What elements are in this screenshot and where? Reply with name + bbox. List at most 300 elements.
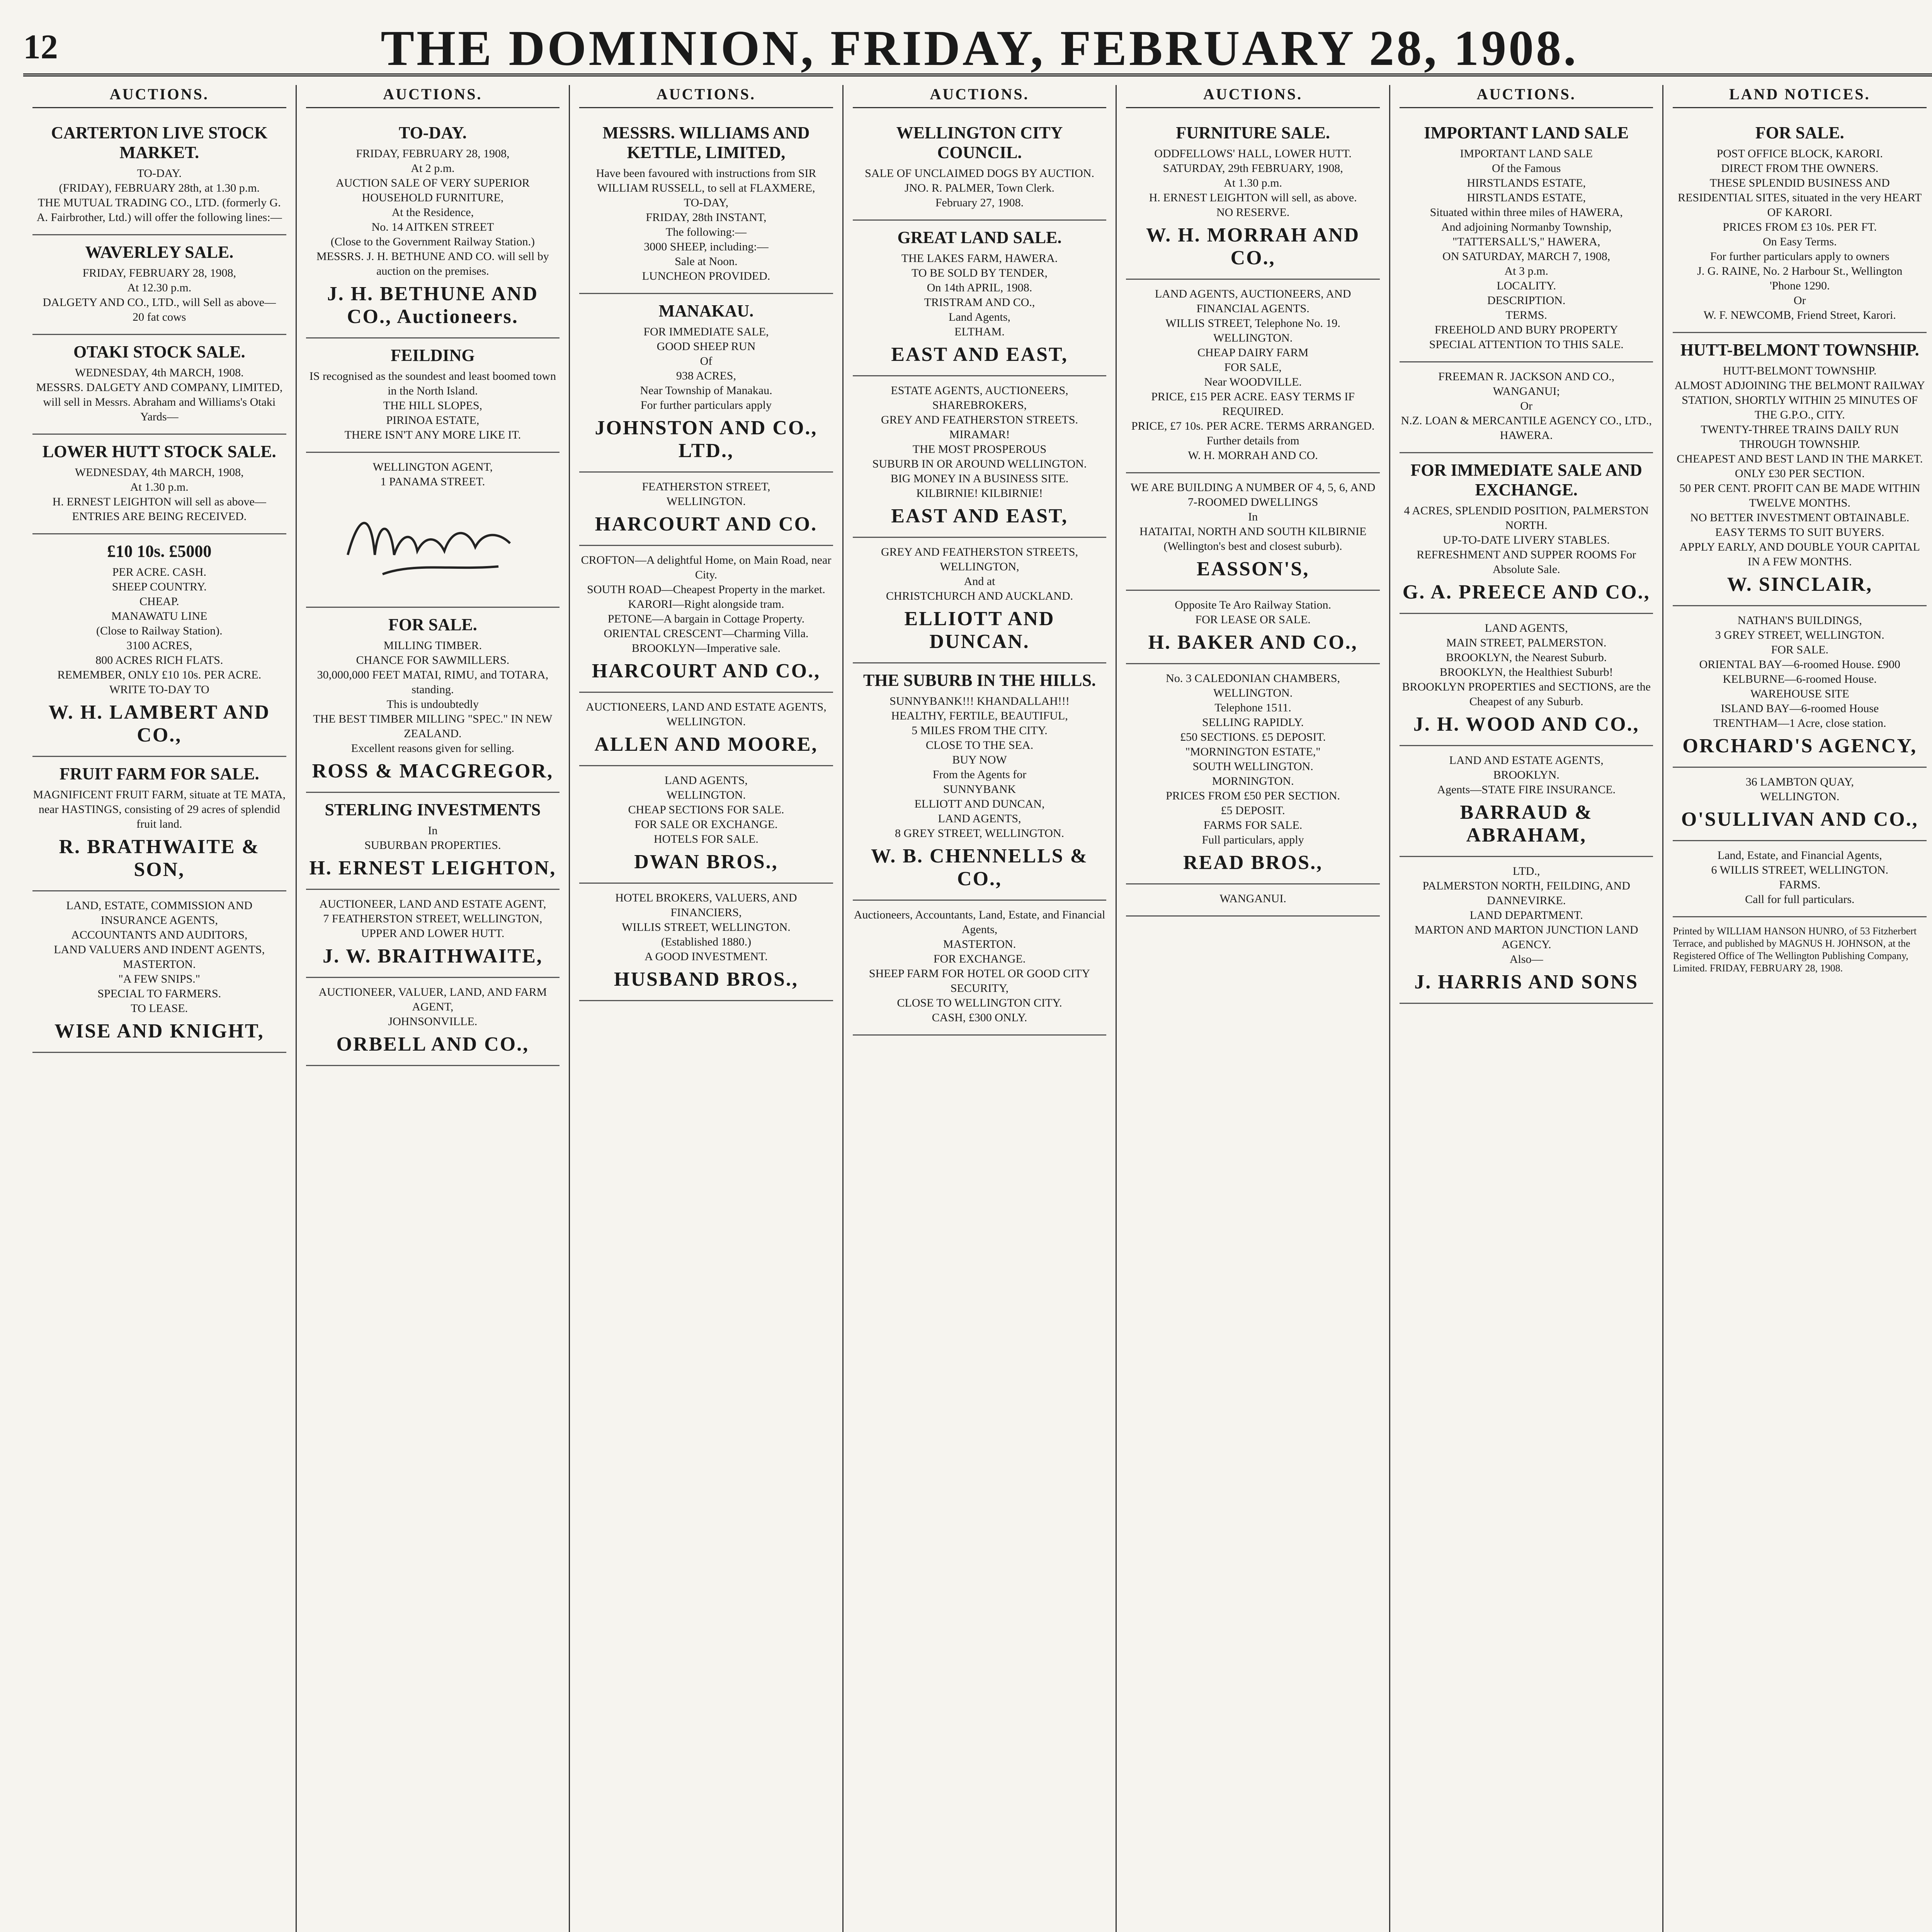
ad-firm-name: JOHNSTON AND CO., LTD., [595, 417, 818, 462]
ad-line: CLOSE TO THE SEA. [925, 739, 1034, 752]
ad-line: LAND AND ESTATE AGENTS, [1449, 754, 1604, 767]
ad-line: Of [700, 355, 713, 367]
column-header: LAND NOTICES. [1673, 85, 1927, 108]
ad-firm-name: READ BROS., [1183, 852, 1323, 874]
ad-line: WANGANUI; [1493, 385, 1560, 398]
ad-line: Or [1793, 294, 1806, 307]
advertisement [579, 116, 833, 294]
ad-line: HIRSTLANDS ESTATE, [1467, 177, 1586, 189]
ad-line: "TATTERSALL'S," HAWERA, [1452, 235, 1600, 248]
ad-line: PETONE—A bargain in Cottage Property. [607, 612, 805, 625]
ad-line: APPLY EARLY, AND DOUBLE YOUR CAPITAL IN A FEW MONTHS. [1679, 541, 1920, 568]
ad-line: THESE SPLENDID BUSINESS AND RESIDENTIAL SITES, situated in the very HEART OF KARORI. [1678, 177, 1922, 219]
ad-line: JNO. R. PALMER, Town Clerk. [905, 182, 1054, 194]
ad-line: Sale at Noon. [675, 255, 738, 268]
ad-line: TO-DAY, [684, 196, 729, 209]
ad-line: PRICES FROM £3 10s. PER FT. [1723, 221, 1877, 233]
advertisement [1126, 473, 1380, 591]
ad-line: THE BEST TIMBER MILLING "SPEC." IN NEW ZEALAND. [313, 713, 553, 740]
ad-line: 800 ACRES RICH FLATS. [95, 654, 223, 667]
ad-headline: FOR SALE. [388, 615, 477, 634]
ad-headline: IMPORTANT LAND SALE [1424, 123, 1629, 142]
advertisement [1126, 280, 1380, 473]
ad-line: PRICE, £15 PER ACRE. EASY TERMS IF REQUIRED. [1151, 390, 1355, 418]
ad-headline: £10 10s. £5000 [107, 542, 212, 561]
ad-line: Of the Famous [1492, 162, 1561, 175]
ad-line: MIRAMAR! [949, 428, 1010, 441]
column-5 [1117, 85, 1390, 1932]
ad-headline: WAVERLEY SALE. [85, 243, 234, 262]
ad-line: Auctioneers, Accountants, Land, Estate, and Financial Agents, [854, 908, 1105, 936]
advertisement [32, 235, 286, 335]
ad-line: February 27, 1908. [935, 196, 1024, 209]
ad-line: £50 SECTIONS. £5 DEPOSIT. [1180, 731, 1326, 743]
ad-line: At the Residence, [391, 206, 474, 219]
ad-firm-name: ROSS & MACGREGOR, [312, 760, 554, 782]
column-7 [1663, 85, 1932, 1932]
ad-firm-name: EAST AND EAST, [891, 344, 1068, 366]
ad-line: 5 MILES FROM THE CITY. [912, 724, 1048, 737]
ad-line: At 12.30 p.m. [127, 281, 192, 294]
ad-line: BROOKLYN PROPERTIES and SECTIONS, are the Cheapest of any Suburb. [1402, 680, 1651, 708]
ad-line: UP-TO-DATE LIVERY STABLES. [1443, 534, 1610, 546]
ad-headline: MESSRS. WILLIAMS AND KETTLE, LIMITED, [602, 123, 810, 162]
newspaper-title: THE DOMINION, FRIDAY, FEBRUARY 28, 1908. [381, 20, 1578, 76]
ad-line: WEDNESDAY, 4th MARCH, 1908. [75, 366, 244, 379]
ad-line: KILBIRNIE! KILBIRNIE! [916, 487, 1043, 500]
ad-firm-name: J. HARRIS AND SONS [1414, 971, 1639, 993]
ad-line: FREEHOLD AND BURY PROPERTY [1434, 323, 1618, 336]
ad-line: WAREHOUSE SITE [1750, 687, 1849, 700]
ad-line: ELTHAM. [954, 325, 1005, 338]
ad-line: TWENTY-THREE TRAINS DAILY RUN THROUGH TOWNSHIP. [1701, 423, 1899, 451]
ad-line: And adjoining Normanby Township, [1441, 221, 1612, 233]
ad-firm-name: H. BAKER AND CO., [1148, 631, 1358, 653]
ad-line: At 1.30 p.m. [1224, 177, 1282, 189]
ad-line: HIRSTLANDS ESTATE, [1467, 191, 1586, 204]
ad-line: 7 FEATHERSTON STREET, WELLINGTON, [323, 912, 543, 925]
ad-line: WILLIS STREET, Telephone No. 19. [1165, 317, 1340, 330]
ad-line: LAND AGENTS, [938, 812, 1021, 825]
ad-line: MASTERTON. [943, 938, 1016, 951]
page-number: 12 [23, 28, 58, 66]
ad-line: ORIENTAL CRESCENT—Charming Villa. [604, 627, 809, 640]
ad-line: FRIDAY, FEBRUARY 28, 1908, [82, 267, 236, 279]
ad-firm-name: W. SINCLAIR, [1727, 573, 1873, 595]
ad-line: AUCTIONEERS, LAND AND ESTATE AGENTS, [586, 701, 827, 713]
ad-firm-name: R. BRATHWAITE & SON, [59, 836, 260, 881]
advertisement [1126, 664, 1380, 884]
ad-line: BROOKLYN, the Healthiest Suburb! [1439, 666, 1613, 679]
ad-line: LAND, ESTATE, COMMISSION AND INSURANCE AGENTS, [66, 899, 253, 927]
ad-line: FARMS. [1779, 878, 1821, 891]
ad-line: (Wellington's best and closest suburb). [1163, 540, 1342, 553]
ad-line: CROFTON—A delightful Home, on Main Road, near City. [581, 554, 832, 581]
advertisement [1673, 116, 1927, 333]
ad-line: WELLINGTON, [940, 560, 1019, 573]
ad-line: WELLINGTON. [666, 715, 746, 728]
ad-line: GOOD SHEEP RUN [656, 340, 756, 353]
ad-line: 8 GREY STREET, WELLINGTON. [895, 827, 1065, 840]
column-header: AUCTIONS. [1126, 85, 1380, 108]
ad-line: TRISTRAM AND CO., [924, 296, 1035, 309]
ad-line: SUNNYBANK [943, 783, 1016, 796]
advertisement [853, 663, 1107, 901]
ad-line: BROOKLYN, the Nearest Suburb. [1446, 651, 1607, 664]
ad-firm-name: HARCOURT AND CO. [595, 513, 818, 535]
ad-line: N.Z. LOAN & MERCANTILE AGENCY CO., LTD., [1401, 414, 1652, 427]
columns [23, 85, 1932, 1932]
ad-line: SOUTH ROAD—Cheapest Property in the market. [587, 583, 825, 596]
ad-line: WILLIS STREET, WELLINGTON. [622, 921, 791, 934]
printer-imprint: Printed by WILLIAM HANSON HUNRO, of 53 Fitzherbert Terrace, and published by MAGNUS H. JOHNSON, at the Registered Office of The Wellington Publishing Company, Limited. FRIDAY, FEBRUARY 28, 1908. [1673, 925, 1917, 974]
ad-line: LTD., [1512, 865, 1540, 878]
ad-line: AUCTIONEER, LAND AND ESTATE AGENT, [319, 898, 546, 910]
advertisement [306, 978, 560, 1066]
ad-line: ISLAND BAY—6-roomed House [1721, 702, 1879, 715]
ad-line: FOR EXCHANGE. [933, 952, 1026, 965]
ad-line: WE ARE BUILDING A NUMBER OF 4, 5, 6, AND 7-ROOMED DWELLINGS [1130, 481, 1376, 509]
advertisement [1126, 116, 1380, 280]
ad-firm-name: J. W. BRAITHWAITE, [322, 945, 543, 967]
ad-line: TRENTHAM—1 Acre, close station. [1713, 717, 1886, 730]
ad-firm-name: EAST AND EAST, [891, 505, 1068, 527]
ad-line: LAND AGENTS, [664, 774, 748, 787]
advertisement [1673, 841, 1927, 917]
advertisement [306, 793, 560, 890]
ad-line: JOHNSONVILLE. [388, 1015, 478, 1028]
ad-line: CHANCE FOR SAWMILLERS. [356, 654, 510, 667]
ad-line: Land, Estate, and Financial Agents, [1717, 849, 1882, 862]
ad-line: FOR IMMEDIATE SALE, [643, 325, 769, 338]
ad-line: LAND DEPARTMENT. [1469, 909, 1583, 922]
ad-line: H. ERNEST LEIGHTON will sell, as above. [1149, 191, 1357, 204]
ad-line: For further particulars apply to owners [1710, 250, 1889, 263]
ad-line: THE MOST PROSPEROUS [912, 443, 1047, 456]
ad-line: ALMOST ADJOINING THE BELMONT RAILWAY STATION, SHORTLY WITHIN 25 MINUTES OF THE G.P.O., CITY. [1674, 379, 1925, 421]
ad-line: TO BE SOLD BY TENDER, [912, 267, 1048, 279]
ad-line: AUCTIONEER, VALUER, LAND, AND FARM AGENT, [318, 986, 547, 1013]
ad-line: (FRIDAY), FEBRUARY 28th, at 1.30 p.m. [59, 182, 260, 194]
ad-line: PRICES FROM £50 PER SECTION. [1166, 789, 1340, 802]
ad-line: W. F. NEWCOMB, Friend Street, Karori. [1703, 309, 1896, 321]
advertisement [32, 891, 286, 1053]
ad-firm-name: ELLIOTT AND DUNCAN. [904, 608, 1055, 653]
advertisement [1673, 768, 1927, 841]
ad-line: REFRESHMENT AND SUPPER ROOMS For Absolute Sale. [1417, 548, 1636, 576]
advertisement [579, 473, 833, 546]
ad-line: LAND AGENTS, AUCTIONEERS, AND FINANCIAL AGENTS. [1155, 287, 1351, 315]
ad-firm-name: HUSBAND BROS., [614, 968, 798, 990]
ad-line: CHRISTCHURCH AND AUCKLAND. [886, 590, 1073, 602]
ad-line: IS recognised as the soundest and least boomed town in the North Island. [309, 370, 556, 397]
advertisement [32, 116, 286, 235]
ad-line: 6 WILLIS STREET, WELLINGTON. [1711, 864, 1889, 876]
ad-line: FOR LEASE OR SALE. [1195, 613, 1311, 626]
ad-headline: TO-DAY. [399, 123, 467, 142]
ad-line: CHEAP SECTIONS FOR SALE. [628, 803, 784, 816]
ad-line: WELLINGTON AGENT, [372, 461, 493, 473]
column-2 [297, 85, 570, 1932]
ad-headline: OTAKI STOCK SALE. [73, 342, 245, 361]
advertisement [1400, 857, 1653, 1004]
ad-firm-name: W. B. CHENNELLS & CO., [871, 845, 1088, 890]
ad-line: CHEAP. [139, 595, 179, 608]
ad-headline: FOR IMMEDIATE SALE AND EXCHANGE. [1410, 461, 1642, 499]
ad-line: This is undoubtedly [386, 698, 479, 711]
ad-line: NO BETTER INVESTMENT OBTAINABLE. [1690, 511, 1910, 524]
ad-line: 3000 SHEEP, including:— [644, 240, 769, 253]
ad-line: And at [964, 575, 995, 588]
advertisement [579, 693, 833, 766]
ad-headline: MANAKAU. [658, 301, 754, 320]
ad-line: H. ERNEST LEIGHTON will sell as above— [52, 495, 266, 508]
ad-line: CHEAP DAIRY FARM [1197, 346, 1309, 359]
ad-line: FOR SALE, [1224, 361, 1282, 374]
ad-headline: FURNITURE SALE. [1176, 123, 1330, 142]
ad-line: (Close to the Government Railway Station.) [330, 235, 535, 248]
advertisement [1400, 453, 1653, 614]
ad-line: LAND AGENTS, [1485, 622, 1568, 634]
ad-line: TO LEASE. [131, 1002, 188, 1015]
ad-line: SPECIAL ATTENTION TO THIS SALE. [1429, 338, 1624, 351]
column-header: AUCTIONS. [579, 85, 833, 108]
ad-line: THE MUTUAL TRADING CO., LTD. (formerly G. A. Fairbrother, Ltd.) will offer the following lines:— [36, 196, 282, 224]
ad-line: SALE OF UNCLAIMED DOGS BY AUCTION. [865, 167, 1094, 180]
handwritten-signature-logo [336, 497, 529, 590]
ad-firm-name: ALLEN AND MOORE, [594, 733, 818, 755]
ad-line: 50 PER CENT. PROFIT CAN BE MADE WITHIN TWELVE MONTHS. [1679, 482, 1920, 509]
ad-line: Also— [1509, 953, 1543, 966]
ad-headline: STERLING INVESTMENTS [325, 800, 541, 819]
ad-line: FRIDAY, 28th INSTANT, [646, 211, 767, 224]
ad-line: SUNNYBANK!!! KHANDALLAH!!! [889, 695, 1070, 707]
ad-line: CHEAPEST AND BEST LAND IN THE MARKET. [1677, 452, 1923, 465]
ad-line: MESSRS. J. H. BETHUNE AND CO. will sell by auction on the premises. [316, 250, 549, 277]
ad-firm-name: WISE AND KNIGHT, [54, 1020, 264, 1042]
ad-headline: LOWER HUTT STOCK SALE. [42, 442, 276, 461]
ad-line: MASTERTON. [123, 958, 196, 971]
ad-line: At 1.30 p.m. [130, 481, 189, 493]
ad-firm-name: DWAN BROS., [634, 851, 778, 873]
ad-firm-name: W. H. MORRAH AND CO., [1146, 224, 1360, 269]
advertisement [579, 294, 833, 473]
advertisement [306, 608, 560, 793]
ad-line: (Established 1880.) [661, 935, 752, 948]
advertisement [306, 338, 560, 453]
advertisement [1673, 606, 1927, 768]
ad-line: 20 fat cows [133, 311, 186, 323]
ad-line: At 2 p.m. [411, 162, 455, 175]
ad-line: HUTT-BELMONT TOWNSHIP. [1723, 364, 1877, 377]
ad-line: CASH, £300 ONLY. [932, 1011, 1027, 1024]
ad-line: (Close to Railway Station). [96, 624, 223, 637]
ad-line: THERE ISN'T ANY MORE LIKE IT. [344, 429, 521, 441]
advertisement [853, 221, 1107, 376]
ad-line: The following:— [665, 226, 747, 238]
advertisement [1400, 116, 1653, 362]
ad-line: HOTELS FOR SALE. [654, 833, 759, 845]
ad-line: AUCTION SALE OF VERY SUPERIOR HOUSEHOLD FURNITURE, [336, 177, 530, 204]
ad-line: In [428, 824, 438, 837]
ad-line: MAGNIFICENT FRUIT FARM, situate at TE MATA, near HASTINGS, consisting of 29 acres of splendid fruit land. [33, 788, 286, 830]
ad-line: Or [1520, 400, 1532, 412]
ad-line: NO RESERVE. [1216, 206, 1290, 219]
ad-line: BROOKLYN—Imperative sale. [631, 642, 781, 655]
ad-line: WELLINGTON. [666, 789, 746, 801]
ad-line: SOUTH WELLINGTON. [1192, 760, 1313, 773]
ad-line: HAWERA. [1500, 429, 1553, 442]
ad-headline: HUTT-BELMONT TOWNSHIP. [1680, 340, 1919, 359]
ad-line: "A FEW SNIPS." [118, 973, 201, 985]
ad-line: MAIN STREET, PALMERSTON. [1446, 636, 1607, 649]
ad-headline: FEILDING [391, 346, 475, 365]
ad-line: A GOOD INVESTMENT. [645, 950, 768, 963]
ad-line: 3100 ACRES, [126, 639, 192, 652]
ad-line: NATHAN'S BUILDINGS, [1737, 614, 1862, 627]
ad-firm-name: HARCOURT AND CO., [592, 660, 821, 682]
ad-line: HEALTHY, FERTILE, BEAUTIFUL, [891, 709, 1068, 722]
ad-line: DALGETY AND CO., LTD., will Sell as above— [43, 296, 276, 309]
ad-line: WRITE TO-DAY TO [109, 683, 209, 696]
ad-firm-name: J. H. WOOD AND CO., [1413, 713, 1639, 735]
ad-line: THE LAKES FARM, HAWERA. [901, 252, 1058, 265]
ad-line: SHEEP FARM FOR HOTEL OR GOOD CITY SECURITY, [869, 967, 1090, 995]
ad-line: ELLIOTT AND DUNCAN, [914, 798, 1045, 810]
ad-line: 1 PANAMA STREET. [380, 475, 485, 488]
advertisement [1400, 746, 1653, 857]
ad-line: FRIDAY, FEBRUARY 28, 1908, [356, 147, 510, 160]
ad-line: HOTEL BROKERS, VALUERS, AND FINANCIERS, [615, 891, 797, 919]
ad-headline: FOR SALE. [1755, 123, 1844, 142]
ad-line: THE HILL SLOPES, [383, 399, 483, 412]
ad-line: ON SATURDAY, MARCH 7, 1908, [1442, 250, 1611, 263]
ad-line: 36 LAMBTON QUAY, [1745, 776, 1854, 788]
ad-line: LUNCHEON PROVIDED. [642, 270, 770, 282]
ad-line: Excellent reasons given for selling. [351, 742, 515, 755]
ad-firm-name: J. H. BETHUNE AND CO., Auctioneers. [327, 283, 539, 328]
advertisement [1126, 591, 1380, 664]
ad-line: MESSRS. DALGETY AND COMPANY, LIMITED, will sell in Messrs. Abraham and Williams's Otaki Yards— [36, 381, 283, 423]
ad-line: PER ACRE. CASH. [112, 566, 206, 578]
advertisement [306, 890, 560, 978]
ad-line: HATAITAI, NORTH AND SOUTH KILBIRNIE [1139, 525, 1367, 538]
ad-firm-name: EASSON'S, [1196, 558, 1310, 580]
advertisement [853, 538, 1107, 663]
column-header: AUCTIONS. [306, 85, 560, 108]
ad-line: PRICE, £7 10s. PER ACRE. TERMS ARRANGED. [1131, 420, 1375, 432]
ad-line: From the Agents for [932, 768, 1027, 781]
ad-line: WANGANUI. [1219, 892, 1286, 905]
ad-line: On Easy Terms. [1763, 235, 1837, 248]
ad-line: Opposite Te Aro Railway Station. [1175, 599, 1331, 611]
ad-headline: GREAT LAND SALE. [897, 228, 1062, 247]
ad-headline: THE SUBURB IN THE HILLS. [863, 671, 1096, 690]
column-1 [23, 85, 297, 1932]
ad-line: Near Township of Manakau. [640, 384, 772, 397]
ad-line: CLOSE TO WELLINGTON CITY. [897, 997, 1062, 1009]
ad-line: 4 ACRES, SPLENDID POSITION, PALMERSTON NORTH. [1404, 504, 1649, 532]
ad-line: FOR SALE. [1771, 643, 1828, 656]
ad-line: WELLINGTON. [1213, 332, 1293, 344]
ad-line: On 14th APRIL, 1908. [927, 281, 1032, 294]
ad-line: UPPER AND LOWER HUTT. [361, 927, 505, 940]
ad-line: Have been favoured with instructions from SIR WILLIAM RUSSELL, to sell at FLAXMERE, [596, 167, 816, 194]
ad-line: Near WOODVILLE. [1204, 376, 1302, 388]
advertisement [306, 116, 560, 338]
ad-line: "MORNINGTON ESTATE," [1185, 745, 1321, 758]
ad-line: W. H. MORRAH AND CO. [1188, 449, 1318, 462]
advertisement [32, 335, 286, 435]
ad-line: DESCRIPTION. [1487, 294, 1566, 307]
advertisement [32, 757, 286, 891]
ad-line: At 3 p.m. [1504, 265, 1548, 277]
ad-line: LOCALITY. [1497, 279, 1556, 292]
advertisement [579, 884, 833, 1001]
ad-line: WELLINGTON. [1760, 790, 1840, 803]
advertisement [579, 766, 833, 884]
ad-line: MANAWATU LINE [111, 610, 207, 622]
ad-line: ODDFELLOWS' HALL, LOWER HUTT. [1154, 147, 1352, 160]
ad-line: SUBURBAN PROPERTIES. [364, 839, 501, 852]
advertisement [1126, 884, 1380, 917]
ad-line: SHAREBROKERS, [932, 399, 1027, 412]
ad-line: £5 DEPOSIT. [1221, 804, 1285, 817]
ad-headline: CARTERTON LIVE STOCK MARKET. [51, 123, 268, 162]
ad-line: ESTATE AGENTS, AUCTIONEERS, [891, 384, 1068, 397]
advertisement [853, 116, 1107, 221]
advertisement [853, 901, 1107, 1036]
ad-line: WELLINGTON. [1213, 687, 1293, 699]
advertisement [32, 534, 286, 757]
masthead [23, 15, 1932, 77]
ad-line: ENTRIES ARE BEING RECEIVED. [72, 510, 247, 523]
ad-line: REMEMBER, ONLY £10 10s. PER ACRE. [57, 668, 262, 681]
ad-line: FARMS FOR SALE. [1203, 819, 1303, 832]
ad-line: J. G. RAINE, No. 2 Harbour St., Wellington [1697, 265, 1903, 277]
ad-line: Call for full particulars. [1745, 893, 1855, 906]
ad-line: TERMS. [1505, 309, 1547, 321]
ad-line: SATURDAY, 29th FEBRUARY, 1908, [1163, 162, 1343, 175]
ad-line: LAND VALUERS AND INDENT AGENTS, [54, 943, 265, 956]
ad-line: No. 14 AITKEN STREET [371, 221, 494, 233]
ad-line: 3 GREY STREET, WELLINGTON. [1715, 629, 1884, 641]
ad-line: Land Agents, [949, 311, 1011, 323]
advertisement [579, 546, 833, 693]
ad-line: BUY NOW [952, 753, 1007, 766]
ad-line: BIG MONEY IN A BUSINESS SITE. [890, 472, 1069, 485]
ad-line: FEATHERSTON STREET, [642, 480, 770, 493]
ad-firm-name: ORBELL AND CO., [336, 1033, 529, 1055]
ad-firm-name: O'SULLIVAN AND CO., [1681, 808, 1918, 830]
advertisement [32, 435, 286, 534]
ad-line: 938 ACRES, [676, 369, 736, 382]
advertisement [306, 453, 560, 608]
ad-line: 'Phone 1290. [1770, 279, 1830, 292]
ad-line: Further details from [1206, 434, 1299, 447]
ad-line: DIRECT FROM THE OWNERS. [1721, 162, 1879, 175]
advertisement [853, 376, 1107, 538]
ad-line: KELBURNE—6-roomed House. [1723, 673, 1877, 685]
ad-firm-name: H. ERNEST LEIGHTON, [309, 857, 556, 879]
ad-line: WEDNESDAY, 4th MARCH, 1908, [75, 466, 244, 479]
ad-firm-name: G. A. PREECE AND CO., [1402, 581, 1650, 603]
ad-line: EASY TERMS TO SUIT BUYERS. [1715, 526, 1884, 539]
column-header: AUCTIONS. [32, 85, 286, 108]
ad-line: SELLING RAPIDLY. [1202, 716, 1304, 729]
ad-line: 30,000,000 FEET MATAI, RIMU, and TOTARA, standing. [317, 668, 549, 696]
ad-line: ORIENTAL BAY—6-roomed House. £900 [1699, 658, 1900, 671]
